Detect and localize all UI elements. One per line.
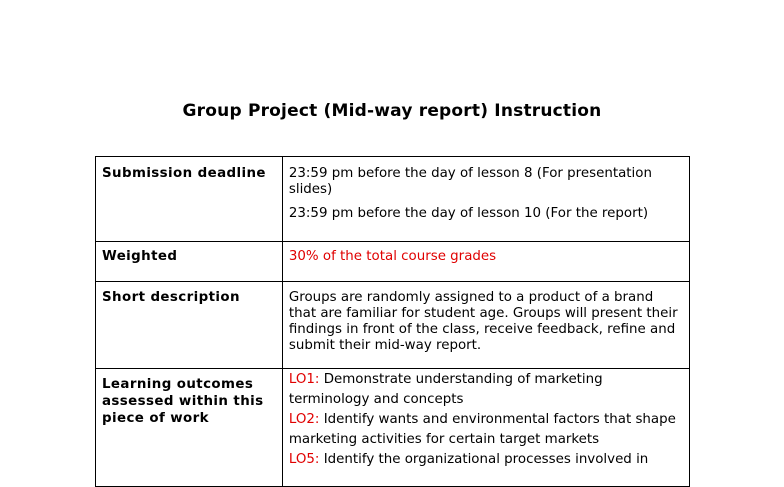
deadline-label: Submission deadline — [96, 157, 283, 242]
outcome-item — [289, 410, 683, 450]
weighted-value: 30% of the total course grades — [282, 242, 689, 282]
outcome-code: LO2: — [288, 412, 320, 427]
outcomes-list — [282, 369, 689, 487]
outcome-text: Demonstrate understanding of marketing terminology and concepts — [288, 372, 603, 407]
description-label: Short description — [96, 282, 283, 369]
outcome-code: LO5: — [288, 452, 320, 467]
outcome-code: LO1: — [288, 372, 320, 387]
outcomes-label: Learning outcomes assessed within this piece of work — [96, 369, 283, 487]
page-title: Group Project (Mid-way report) Instruction — [182, 101, 602, 121]
description-value: Groups are randomly assigned to a product of a brand that are familiar for student age. Groups will present their findings in front of the class, receive feedback, refine and submit their mid-way report. — [282, 282, 689, 369]
outcome-text: Identify the organizational processes involved in — [319, 452, 649, 467]
table-row-deadline — [96, 157, 690, 242]
instruction-table — [95, 156, 690, 487]
outcome-text: Identify wants and environmental factors that shape marketing activities for certain target markets — [288, 412, 676, 447]
deadline-report: 23:59 pm before the day of lesson 10 (For the report) — [288, 206, 649, 221]
outcome-item — [289, 370, 683, 410]
table-row-description — [96, 282, 690, 369]
table-row-outcomes — [96, 369, 690, 487]
table-row-weighted — [96, 242, 690, 282]
deadline-value — [282, 157, 689, 242]
weighted-label: Weighted — [96, 242, 283, 282]
deadline-slides: 23:59 pm before the day of lesson 8 (For presentation slides) — [288, 166, 652, 197]
outcome-item — [289, 450, 683, 470]
